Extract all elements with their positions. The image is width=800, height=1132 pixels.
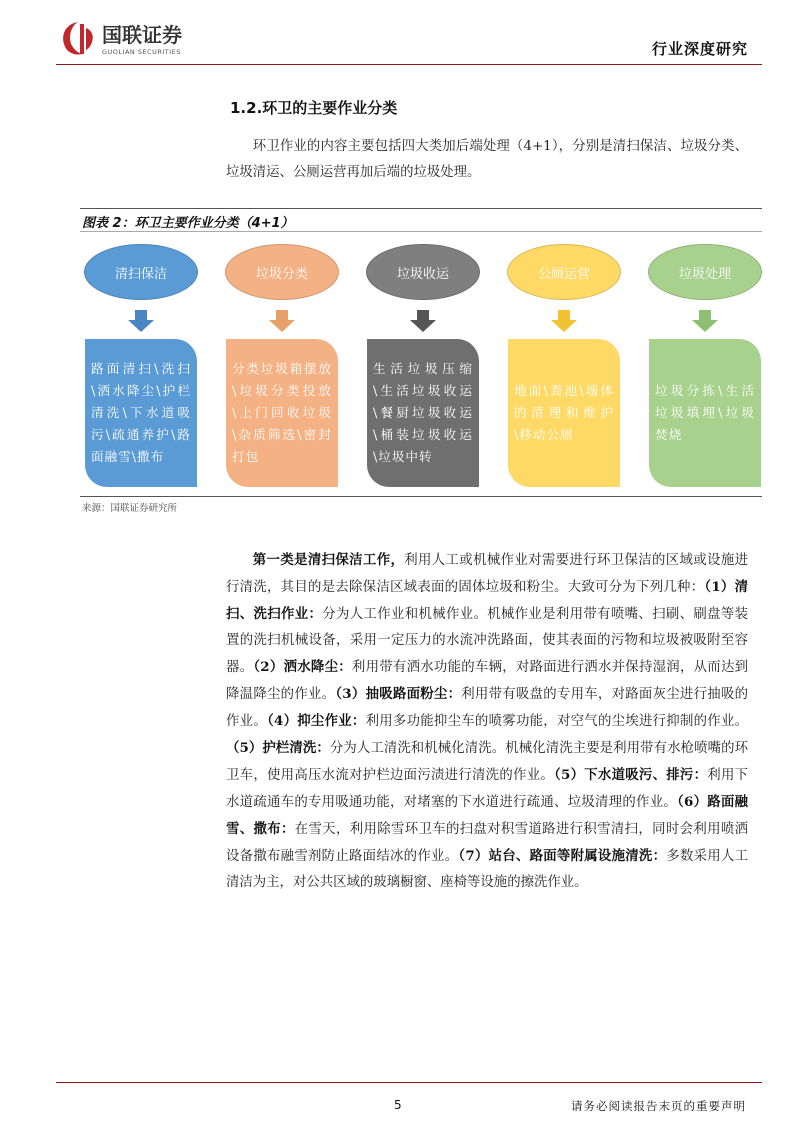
item-4-text: 利用多功能抑尘车的喷雾功能，对空气的尘埃进行抑制的作业。 xyxy=(365,714,749,729)
item-4-title: （4）抑尘作业： xyxy=(267,713,366,729)
intro-paragraph xyxy=(226,134,748,186)
category-detail-box-1 xyxy=(85,339,197,487)
figure-top-rule xyxy=(80,208,762,209)
item-8-text: 多数采用人工清洁为主，对公共区域的玻璃橱窗、座椅等设施的擦洗作业。 xyxy=(226,849,749,890)
footer-divider xyxy=(56,1082,762,1083)
header-divider xyxy=(56,64,762,65)
category-detail-text: 分类垃圾箱摆放\垃圾分类投放\上门回收垃圾\杂质筛选\密封打包 xyxy=(232,361,332,464)
item-2-text: 利用带有洒水功能的车辆，对路面进行洒水并保持湿润，从而达到降温降尘的作业。 xyxy=(226,660,749,702)
category-detail-text: 生活垃圾压缩\生活垃圾收运\餐厨垃圾收运\桶装垃圾收运\垃圾中转 xyxy=(373,361,473,464)
down-arrow-icon xyxy=(692,310,718,332)
item-8-title: （7）站台、路面等附属设施清洗： xyxy=(458,848,667,864)
down-arrow-icon xyxy=(269,310,295,332)
down-arrow-icon xyxy=(128,310,154,332)
category-ellipse-3: 垃圾收运 xyxy=(366,244,480,300)
category-ellipse-5: 垃圾处理 xyxy=(648,244,762,300)
intro-text: 环卫作业的内容主要包括四大类加后端处理（4+1），分别是清扫保洁、垃圾分类、垃圾清运、公厕运营再加后端的垃圾处理。 xyxy=(226,139,748,180)
logo-cn-text: 国联证券 xyxy=(102,23,182,47)
item-1-text: 分为人工作业和机械作业。机械作业是利用带有喷嘴、扫刷、刷盘等装置的洗扫机械设备，采用一定压力的水流冲洗路面，使其表面的污物和垃圾被吸附至容器。 xyxy=(226,607,749,675)
item-2-title: （2）洒水降尘： xyxy=(253,659,352,675)
down-arrow-icon xyxy=(551,310,577,332)
category-detail-text: 垃圾分拣\生活垃圾填埋\垃圾焚烧 xyxy=(655,383,755,442)
body-paragraph xyxy=(226,547,748,896)
item-3-text: 利用带有吸盘的专用车，对路面灰尘进行抽吸的作业。 xyxy=(226,687,748,729)
item-6-title: （5）下水道吸污、排污： xyxy=(554,767,708,783)
logo-mark-icon xyxy=(56,14,226,62)
guolian-logo xyxy=(56,14,226,62)
item-1-title: （1）清扫、洗扫作业： xyxy=(226,579,748,622)
item-3-title: （3）抽吸路面粉尘： xyxy=(335,686,462,702)
item-6-text: 利用下水道疏通车的专用吸通功能，对堵塞的下水道进行疏通、垃圾清理的作业。 xyxy=(226,768,749,810)
item-5-text: 分为人工清洗和机械化清洗。机械化清洗主要是利用带有水枪喷嘴的环卫车，使用高压水流对护栏边面污渍进行清洗的作业。 xyxy=(226,741,748,783)
category-detail-box-4 xyxy=(508,339,620,487)
category-ellipse-4: 公厕运营 xyxy=(507,244,621,300)
lead-text: 利用人工或机械作业对需要进行环卫保洁的区域或设施进行清洗，其目的是去除保洁区域表面的固体垃圾和粉尘。大致可分为下列几种： xyxy=(226,553,749,595)
item-5-title: （5）护栏清洗： xyxy=(226,740,330,756)
page-number: 5 xyxy=(394,1098,402,1112)
figure-bottom-rule xyxy=(80,496,762,497)
footer-disclaimer: 请务必阅读报告末页的重要声明 xyxy=(571,1099,746,1113)
section-title: 1.2.环卫的主要作业分类 xyxy=(230,99,398,117)
body-text xyxy=(226,547,748,896)
category-ellipse-1: 清扫保洁 xyxy=(84,244,198,300)
category-ellipse-2: 垃圾分类 xyxy=(225,244,339,300)
category-detail-box-3 xyxy=(367,339,479,487)
lead-strong: 第一类是清扫保洁工作， xyxy=(252,552,405,568)
logo-en-text: GUOLIAN SECURITIES xyxy=(102,48,181,56)
report-type: 行业深度研究 xyxy=(651,40,748,58)
item-7-text: 在雪天，利用除雪环卫车的扫盘对积雪道路进行积雪清扫，同时会利用喷洒设备撒布融雪剂防止路面结冰的作业。 xyxy=(226,822,749,864)
item-7-title: （6）路面融雪、撒布： xyxy=(226,794,749,837)
category-detail-box-2 xyxy=(226,339,338,487)
down-arrow-icon xyxy=(410,310,436,332)
category-detail-text: 路面清扫\洗扫\洒水降尘\护栏清洗\下水道吸污\疏通养护\路面融雪\撒布 xyxy=(91,361,191,464)
figure-title-rule xyxy=(80,231,762,232)
figure-title: 图表 2：环卫主要作业分类（4+1） xyxy=(82,216,294,231)
figure-source: 来源：国联证券研究所 xyxy=(82,503,178,514)
category-detail-text: 地面\粪池\墙体的清理和维护\移动公厕 xyxy=(514,383,614,442)
category-detail-box-5 xyxy=(649,339,761,487)
